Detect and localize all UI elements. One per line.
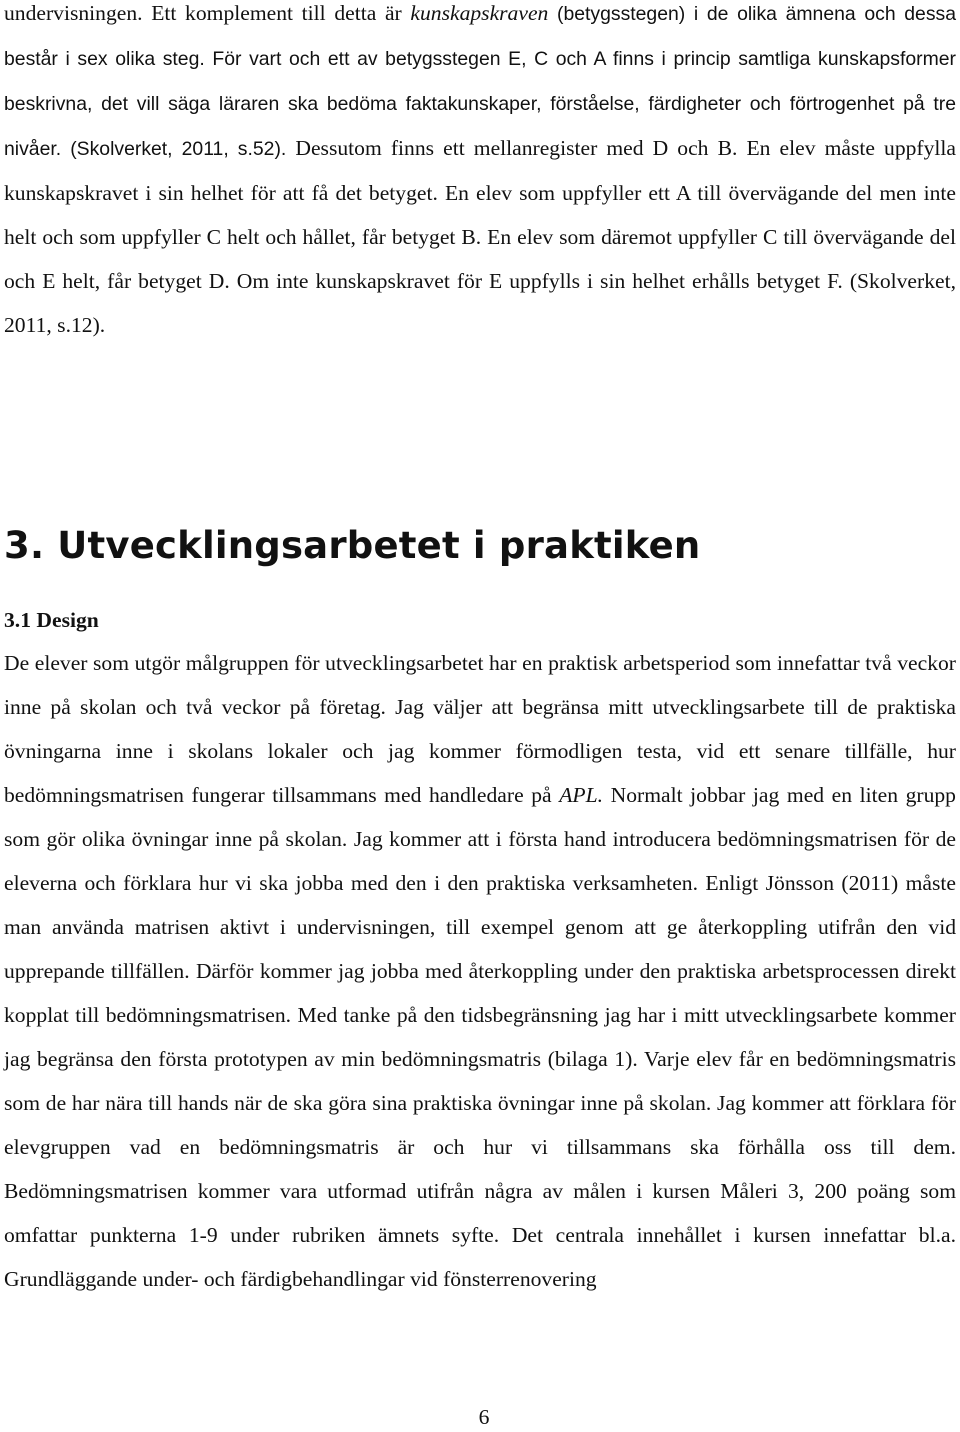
- paragraph-text-sans: (betygsstegen) i de olika ämnena och dessa består i sex olika steg. För vart och ett av betygsstegen E, C och A finns i princip samtliga kunskapsformer beskrivna, det vill säga läraren ska bedöma faktakunskaper, förståelse, färdigheter och förtrogenhet på tre nivåer. (Skolverket, 2011, s.52).: [4, 3, 956, 160]
- paragraph-text: undervisningen. Ett komplement till detta är: [4, 1, 411, 25]
- page-number: 6: [478, 1405, 490, 1429]
- paragraph-grading-steps: [4, 0, 956, 347]
- paragraph-text: De elever som utgör målgruppen för utvecklingsarbetet har en praktisk arbetsperiod som innefattar två veckor inne på skolan och två veckor på företag. Jag väljer att begränsa mitt utvecklingsarbete till de praktiska övningarna inne i skolans lokaler och jag kommer förmodligen testa, vid ett senare tillfälle, hur bedömningsmatrisen fungerar tillsammans med handledare på: [4, 651, 956, 807]
- paragraph-text: Normalt jobbar jag med en liten grupp som gör olika övningar inne på skolan. Jag kommer att i första hand introducera bedömningsmatrisen för de eleverna och förklara hur vi ska jobba med den i den praktiska verksamheten. Enligt Jönsson (2011) måste man använda matrisen aktivt i undervisningen, till exempel genom att ge återkoppling utifrån den vid upprepande tillfällen. Därför kommer jag jobba med återkoppling under den praktiska arbetsprocessen direkt kopplat till bedömningsmatrisen. Med tanke på den tidsbegränsning jag har i mitt utvecklingsarbete kommer jag begränsa den första prototypen av min bedömningsmatris (bilaga 1). Varje elev får en bedömningsmatris som de har nära till hands när de ska göra sina praktiska övningar inne på skolan. Jag kommer att förklara för elevgruppen vad en bedömningsmatris är och hur vi tillsammans ska förhålla oss till dem. Bedömningsmatrisen kommer vara utformad utifrån några av målen i kursen Måleri 3, 200 poäng som omfattar punkterna 1-9 under rubriken ämnets syfte. Det centrala innehållet i kursen innefattar bl.a. Grundläggande under- och färdigbehandlingar vid fönsterrenovering: [4, 783, 956, 1291]
- paragraph-text: Dessutom finns ett mellanregister med D och B. En elev måste uppfylla kunskapskravet i sin helhet för att få det betyget. En elev som uppfyller ett A till övervägande del men inte helt och som uppfyller C helt och hållet, får betyget B. En elev som däremot uppfyller C till övervägande del och E helt, får betyget D. Om inte kunskapskravet för E uppfylls i sin helhet erhålls betyget F. (Skolverket, 2011, s.12).: [4, 136, 956, 337]
- emphasis-text: kunskapskraven: [410, 1, 549, 25]
- paragraph-design: [4, 641, 956, 1301]
- section-heading: 3. Utvecklingsarbetet i praktiken: [4, 524, 701, 567]
- subsection-heading: 3.1 Design: [4, 608, 99, 632]
- emphasis-text: APL.: [559, 783, 604, 807]
